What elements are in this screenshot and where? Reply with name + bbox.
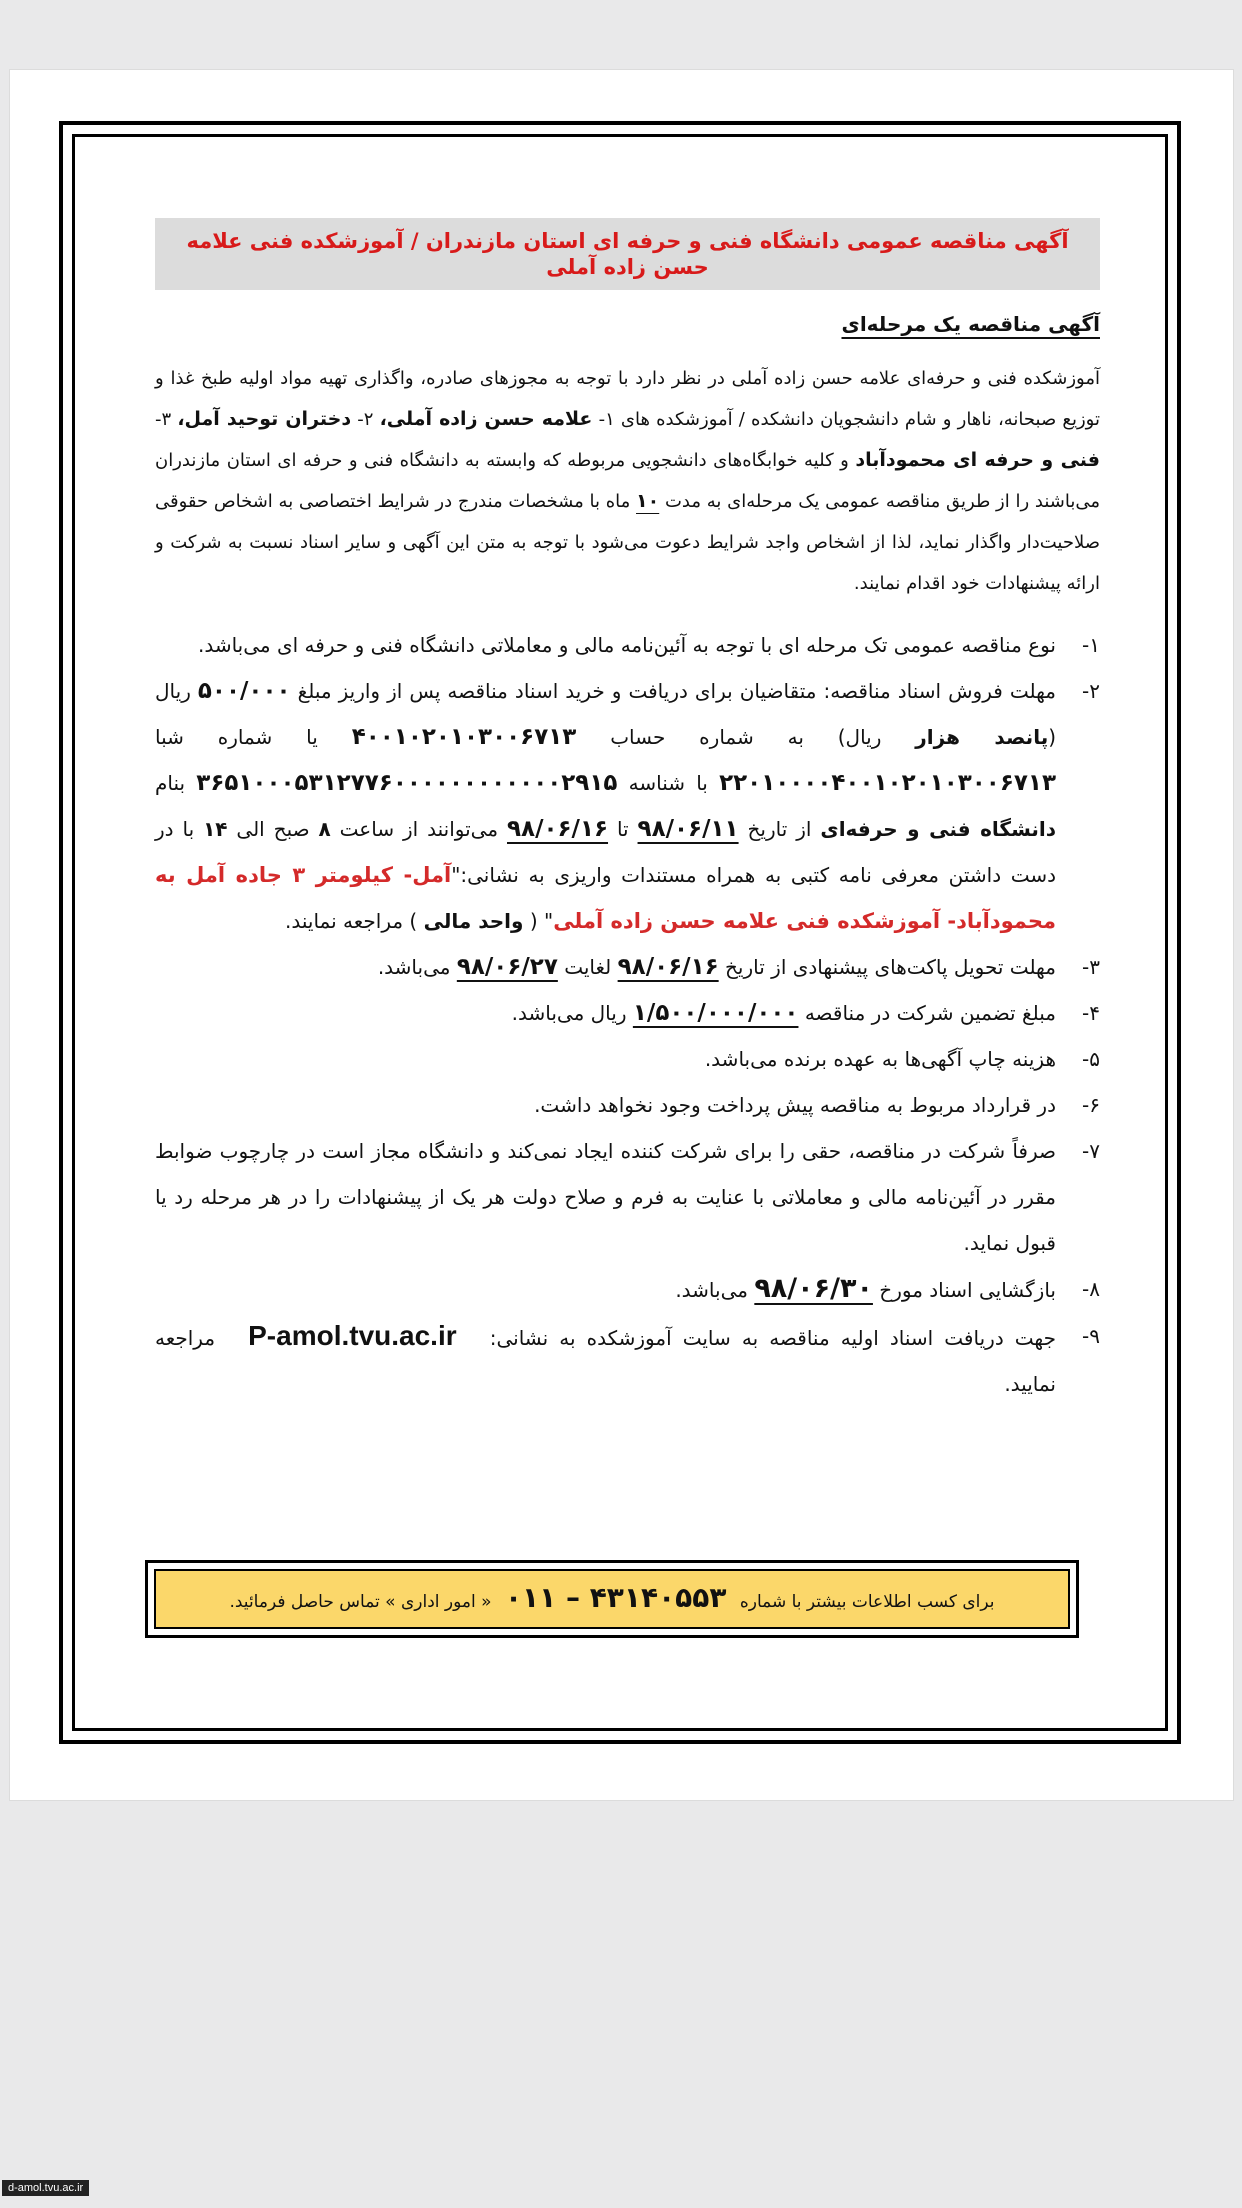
notice-content [155, 218, 1100, 1407]
list-item: ۷- صرفاً شرکت در مناقصه، حقی را برای شرکت کننده ایجاد نمی‌کند و دانشگاه مجاز است در چارچوب ضوابط مقرر در آئین‌نامه مالی و معاملاتی با عنایت به فرم و صلاح دولت هر یک از پیشنهادات را در هر مرحله رد یا قبول نماید. [155, 1139, 1100, 1255]
list-item: ۵- هزینه چاپ آگهی‌ها به عهده برنده می‌باشد. [704, 1047, 1100, 1071]
notice-subtitle: آگهی مناقصه یک مرحله‌ای [841, 312, 1100, 336]
phone-number: ۰۱۱ – ۴۳۱۴۰۵۵۳ [504, 1581, 727, 1614]
website-link[interactable]: P-amol.tvu.ac.ir [248, 1320, 457, 1351]
list-item: ۸- بازگشایی اسناد مورخ ۹۸/۰۶/۳۰ می‌باشد. [675, 1273, 1100, 1304]
list-item: ۳- مهلت تحویل پاکت‌های پیشنهادی از تاریخ ۹۸/۰۶/۱۶ لغایت ۹۸/۰۶/۲۷ می‌باشد. [377, 954, 1100, 980]
list-item: ۱- نوع مناقصه عمومی تک مرحله ای با توجه به آئین‌نامه مالی و معاملاتی دانشگاه فنی و حرفه ای می‌باشد. [197, 633, 1100, 657]
contact-banner: برای کسب اطلاعات بیشتر با شماره ۰۱۱ – ۴۳۱۴۰۵۵۳ « امور اداری » تماس حاصل فرمائید. [154, 1569, 1070, 1629]
list-item: ۶- در قرارداد مربوط به مناقصه پیش پرداخت وجود نخواهد داشت. [534, 1093, 1100, 1117]
document-page [9, 69, 1234, 1801]
list-item: ۴- مبلغ تضمین شرکت در مناقصه ۱/۵۰۰/۰۰۰/۰۰۰ ریال می‌باشد. [511, 1000, 1100, 1026]
intro-paragraph: آموزشکده فنی و حرفه‌ای علامه حسن زاده آملی در نظر دارد با توجه به مجوزهای صادره، واگذاری تهیه مواد اولیه طبخ غذا و توزیع صبحانه، ناهار و شام دانشجویان دانشکده / آموزشکده های ۱- علامه حسن زاده آملی، ۲- دختران توحید آمل، ۳- فنی و حرفه ای محمودآباد و کلیه خوابگاه‌های دانشجویی مربوطه که وابسته به دانشگاه فنی و حرفه ای استان مازندران می‌باشند را از طریق مناقصه عمومی یک مرحله‌ای به مدت ۱۰ ماه با مشخصات مندرج در شرایط اختصاصی به اشخاص حقوقی صلاحیت‌دار واگذار نماید، لذا از اشخاص واجد شرایط دعوت می‌شود با توجه به متن این آگهی و سایر اسناد نسبت به شرکت و ارائه پیشنهادات خود اقدام نمایند. [155, 368, 1100, 594]
list-item: ۹- جهت دریافت اسناد اولیه مناقصه به سایت آموزشکده به نشانی: P-amol.tvu.ac.ir مراجعه نمایید. [155, 1320, 1100, 1396]
conditions-list [155, 622, 1100, 1407]
watermark-label: d-amol.tvu.ac.ir [2, 2180, 89, 2196]
contact-box [145, 1560, 1079, 1638]
notice-title: آگهی مناقصه عمومی دانشگاه فنی و حرفه ای استان مازندران / آموزشکده فنی علامه حسن زاده آملی [155, 218, 1100, 290]
list-item: ۲- مهلت فروش اسناد مناقصه: متقاضیان برای دریافت و خرید اسناد مناقصه پس از واریز مبلغ ۵۰۰/۰۰۰ ریال (پانصد هزار ریال) به شماره حساب ۴۰۰۱۰۲۰۱۰۳۰۰۶۷۱۳ یا شماره شبا ۲۲۰۱۰۰۰۰۴۰۰۱۰۲۰۱۰۳۰۰۶۷۱۳ با شناسه ۳۶۵۱۰۰۰۵۳۱۲۷۷۶۰۰۰۰۰۰۰۰۰۰۰۰۲۹۱۵ بنام دانشگاه فنی و حرفه‌ای از تاریخ ۹۸/۰۶/۱۱ تا ۹۸/۰۶/۱۶ می‌توانند از ساعت ۸ صبح الی ۱۴ با در دست داشتن معرفی نامه کتبی به همراه مستندات واریزی به نشانی:"آمل- کیلومتر ۳ جاده آمل به محمودآباد- آموزشکده فنی علامه حسن زاده آملی" ( واحد مالی ) مراجعه نمایند. [155, 678, 1100, 933]
